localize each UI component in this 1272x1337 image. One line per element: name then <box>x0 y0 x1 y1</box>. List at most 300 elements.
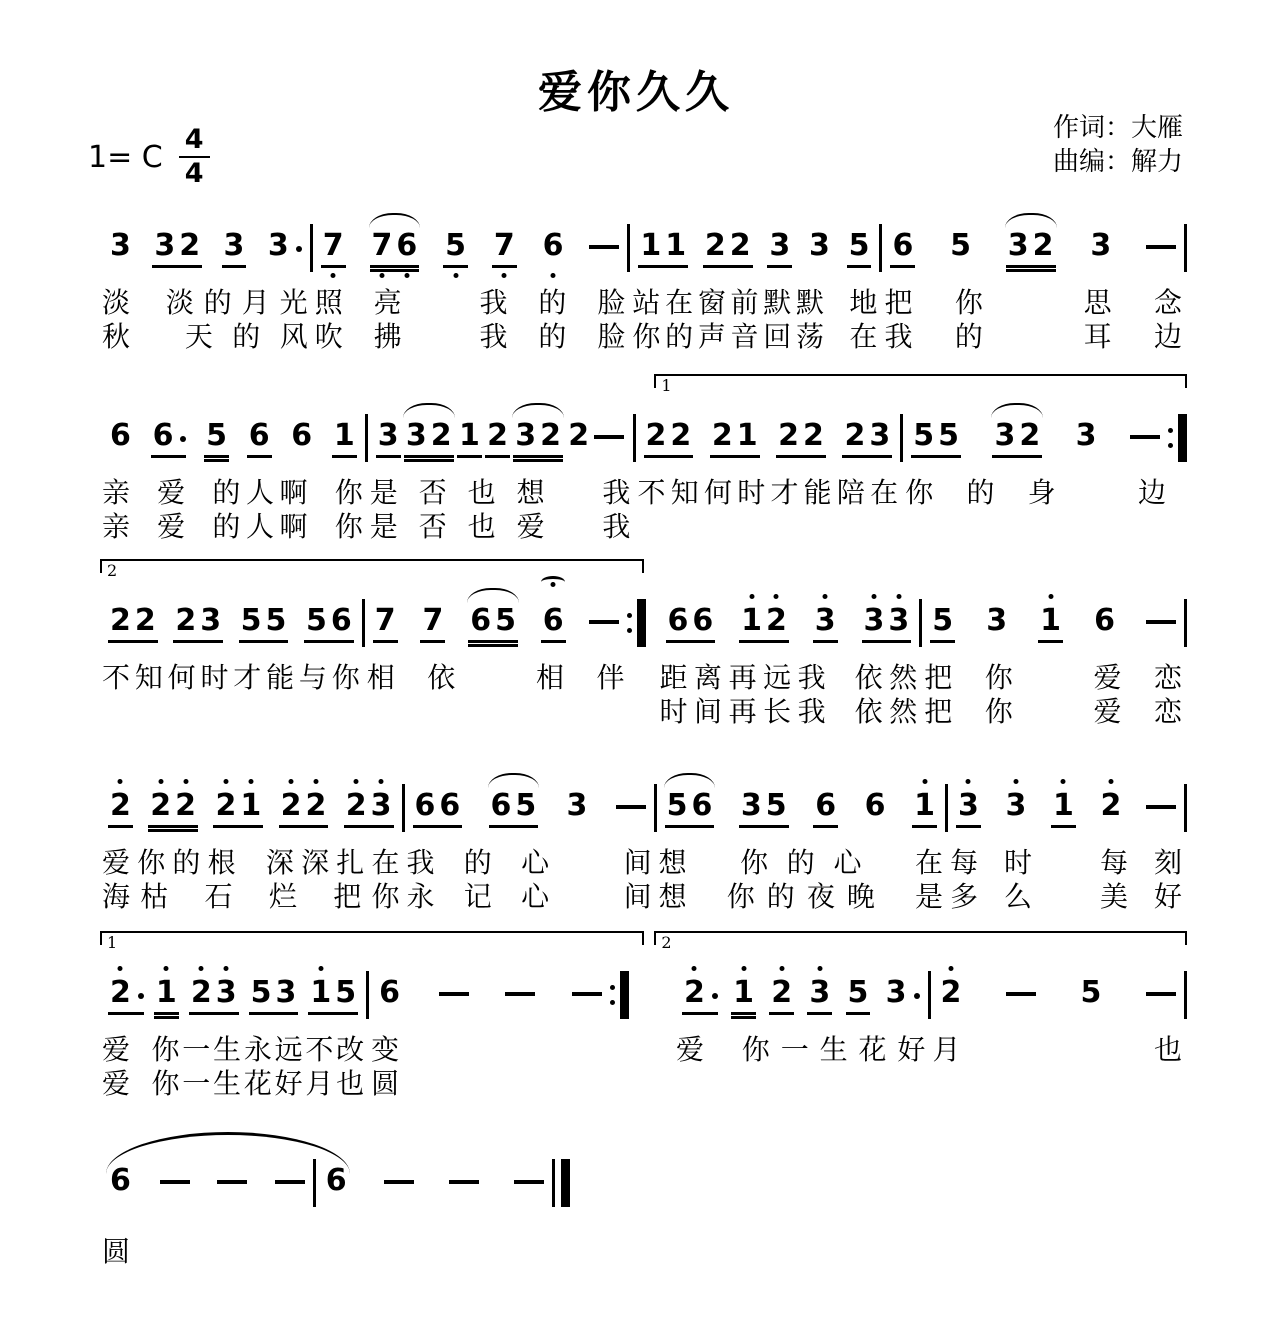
lyric-syllable: 爱 <box>102 1034 131 1065</box>
note: 3 <box>740 788 762 823</box>
lyric-syllable: 的 <box>232 321 261 352</box>
repeat-end-barline <box>610 971 629 1019</box>
barline <box>1184 599 1187 647</box>
lyric-syllable: 不 <box>102 662 131 693</box>
note-group <box>457 418 482 458</box>
note: 2 <box>134 603 156 638</box>
lyric-space <box>1045 661 1061 695</box>
lyric-space <box>191 510 207 544</box>
lyric-row <box>636 476 901 510</box>
lyric-space <box>178 880 194 914</box>
note-unit <box>239 589 289 643</box>
note: 3 <box>377 418 399 453</box>
note: 3 <box>200 603 222 638</box>
lyric-syllable: 在 <box>665 287 694 318</box>
note: 1 <box>1053 788 1074 824</box>
lyric-syllable: 美 <box>1099 881 1128 912</box>
repeat-dot <box>627 628 632 633</box>
note: 2 <box>175 603 197 638</box>
volta-label: 2 <box>661 933 672 952</box>
lyric-space <box>578 846 594 880</box>
note-unit <box>776 404 826 458</box>
note: 1 <box>333 418 355 453</box>
lyric-syllable: 圆 <box>371 1068 400 1099</box>
lyric-syllable: 深 <box>265 847 294 878</box>
measure <box>100 214 310 354</box>
staff-row <box>100 214 1187 354</box>
lyric-syllable: 变 <box>371 1034 400 1065</box>
thin-barline <box>552 1159 555 1207</box>
lyric-syllable: 心 <box>833 847 862 878</box>
note: 1 <box>733 975 754 1011</box>
lyric-syllable: 是 <box>915 881 944 912</box>
note: 5 <box>765 788 787 823</box>
note: 6 <box>543 603 564 639</box>
lyric-syllable: 默 <box>795 287 824 318</box>
dash-note <box>505 992 535 996</box>
lyric-syllable: 每 <box>1099 847 1128 878</box>
lyric-syllable: 与 <box>298 662 327 693</box>
lyric-syllable: 爱 <box>102 1068 131 1099</box>
octave-dot-high <box>118 779 123 784</box>
note: 2 <box>766 603 787 639</box>
note: 6 <box>152 418 174 453</box>
note: 5 <box>335 975 357 1010</box>
note-unit <box>665 774 715 828</box>
lyric-row <box>365 661 627 695</box>
lyric-space <box>133 1067 149 1101</box>
lyric-row <box>630 320 879 354</box>
measure <box>630 214 879 354</box>
octave-dot-high <box>948 966 953 971</box>
lyric-syllable: 你 <box>331 662 360 693</box>
lyric-syllable: 生 <box>819 1034 848 1065</box>
lyric-space <box>1089 476 1105 510</box>
measure-notes <box>368 404 633 476</box>
note: 3 <box>566 788 588 823</box>
note-group <box>1006 228 1056 268</box>
note-group <box>939 975 964 1011</box>
lyric-syllable: 念 <box>1153 287 1182 318</box>
lyric-syllable: 的 <box>212 511 241 542</box>
note-group <box>644 418 694 458</box>
octave-dot-high <box>118 966 123 971</box>
note-group <box>884 975 920 1011</box>
lyric-syllable: 我 <box>406 847 435 878</box>
note-group <box>108 418 133 454</box>
octave-dot-high <box>1048 594 1053 599</box>
lyric-syllable: 花 <box>858 1034 887 1065</box>
lyric-syllable: 你 <box>741 1034 770 1065</box>
lyric-syllable: 花 <box>243 1068 272 1099</box>
note: 3 <box>864 603 885 639</box>
measure <box>368 404 633 544</box>
note-group <box>108 1163 133 1199</box>
note: 1 <box>736 418 758 453</box>
note: 3 <box>994 418 1016 453</box>
measure-notes <box>100 589 362 661</box>
measure-notes <box>100 961 366 1033</box>
lyric-syllable: 间 <box>623 847 652 878</box>
repeat-dot <box>610 1000 615 1005</box>
note-group <box>148 788 198 828</box>
lyric-space <box>887 880 903 914</box>
dash-note <box>1146 805 1176 809</box>
measure-notes <box>369 961 610 1033</box>
volta-bracket <box>100 931 644 952</box>
note-group <box>344 788 394 828</box>
measure-notes <box>405 774 654 846</box>
note-unit <box>1074 404 1099 454</box>
lyric-space <box>149 320 165 354</box>
staff-system <box>100 561 1187 729</box>
octave-dot-high <box>224 966 229 971</box>
lyric-syllable: 的 <box>954 321 983 352</box>
lyric-syllable: 爱 <box>157 477 186 508</box>
note-group <box>108 788 133 828</box>
lyric-syllable: 能 <box>803 477 832 508</box>
note: 6 <box>815 788 837 823</box>
note: 6 <box>1094 603 1115 638</box>
lyric-syllable: 秋 <box>102 321 131 352</box>
note-group <box>370 228 420 268</box>
note-group <box>173 603 223 643</box>
lyric-syllable: 也 <box>1153 1034 1182 1065</box>
lyric-syllable: 时 <box>200 662 229 693</box>
lyric-row <box>405 846 654 880</box>
dash-note <box>1146 992 1176 996</box>
note: 2 <box>684 975 705 1011</box>
lyric-syllable: 月 <box>305 1068 334 1099</box>
note-group <box>485 418 510 458</box>
lyric-syllable: 窗 <box>697 287 726 318</box>
note-unit <box>154 961 179 1015</box>
note-group <box>842 418 892 458</box>
note-unit <box>152 214 202 268</box>
lyric-syllable: 多 <box>950 881 979 912</box>
lyric-syllable: 想 <box>516 477 545 508</box>
note: 2 <box>281 788 302 824</box>
note-unit <box>249 961 299 1015</box>
note-unit <box>884 961 920 1011</box>
note-unit <box>108 774 133 828</box>
lyric-space <box>488 661 504 695</box>
note: 2 <box>430 418 452 453</box>
measure <box>882 214 1184 354</box>
lyric-row <box>368 510 633 544</box>
note-group <box>513 418 563 458</box>
note: 2 <box>771 975 792 1011</box>
lyric-syllable: 好 <box>897 1034 926 1065</box>
lyric-syllable: 边 <box>1153 321 1182 352</box>
lyric-syllable: 一 <box>182 1068 211 1099</box>
note-unit <box>373 589 398 643</box>
note-unit <box>1092 589 1117 639</box>
octave-dot-high <box>313 779 318 784</box>
note: 3 <box>405 418 427 453</box>
note-group <box>682 975 718 1015</box>
note-group <box>739 788 789 828</box>
lyric-syllable: 也 <box>467 477 496 508</box>
dash-note <box>1146 245 1176 249</box>
note: 5 <box>250 975 272 1010</box>
lyric-syllable: 时 <box>737 477 766 508</box>
measure <box>100 961 366 1101</box>
note: 3 <box>809 975 830 1011</box>
lyric-row <box>100 320 310 354</box>
note-group <box>739 603 789 643</box>
dash-note <box>275 1180 305 1184</box>
note-group <box>948 228 973 264</box>
lyric-syllable: 你 <box>905 477 934 508</box>
note: 2 <box>729 228 751 263</box>
measure-notes <box>100 404 365 476</box>
note-group <box>247 418 272 458</box>
note-group <box>1038 603 1063 643</box>
note: 3 <box>515 418 537 453</box>
note: 5 <box>515 788 537 823</box>
lyric-syllable: 依 <box>854 662 883 693</box>
note-unit <box>443 214 468 268</box>
lyric-syllable: 石 <box>204 881 233 912</box>
note-unit <box>566 404 591 454</box>
note: 2 <box>645 418 667 453</box>
note-unit <box>332 404 357 458</box>
note: 2 <box>110 603 131 638</box>
note: 5 <box>305 603 327 638</box>
note-unit <box>807 214 832 264</box>
measure-notes <box>636 404 901 476</box>
lyric-row <box>100 661 362 695</box>
note-unit <box>948 214 973 264</box>
staff-system <box>100 933 1187 1101</box>
note-unit <box>108 961 144 1015</box>
note: 2 <box>803 418 824 453</box>
note-unit <box>413 774 463 828</box>
note-unit <box>847 214 872 268</box>
lyric-space <box>243 880 259 914</box>
lyric-syllable: 脸 <box>597 287 626 318</box>
note-unit <box>420 589 445 643</box>
lyric-syllable: 我 <box>797 696 826 727</box>
note-group <box>189 975 239 1015</box>
note-unit <box>108 589 158 643</box>
note-group <box>413 788 463 828</box>
note: 1 <box>240 788 261 824</box>
octave-dot-high <box>823 594 828 599</box>
note: 6 <box>110 1163 131 1198</box>
note-group <box>911 418 961 458</box>
note-unit <box>222 214 247 268</box>
note-unit <box>321 214 346 268</box>
note: 1 <box>914 788 935 824</box>
note: 2 <box>1100 788 1121 824</box>
lyric-space <box>699 880 715 914</box>
note: 5 <box>913 418 935 453</box>
note-group <box>666 603 716 643</box>
note-unit <box>108 1149 133 1199</box>
note-group <box>1088 228 1113 264</box>
lyric-syllable: 否 <box>418 511 447 542</box>
lyric-syllable: 相 <box>536 662 565 693</box>
lyric-syllable: 我 <box>602 511 631 542</box>
lyric-syllable: 才 <box>233 662 262 693</box>
lyric-syllable: 你 <box>151 1034 180 1065</box>
lyric-row <box>100 510 365 544</box>
time-numerator: 4 <box>184 124 204 155</box>
note-unit <box>377 961 402 1011</box>
lyric-syllable: 不 <box>305 1034 334 1065</box>
measure <box>365 589 627 695</box>
lyric-syllable: 记 <box>463 881 492 912</box>
lyric-syllable: 否 <box>418 477 447 508</box>
note: 2 <box>670 418 692 453</box>
lyric-space <box>578 880 594 914</box>
volta-label: 1 <box>107 933 118 952</box>
note: 6 <box>692 603 714 638</box>
dash-note <box>1146 620 1176 624</box>
note: 3 <box>888 603 909 639</box>
lyric-syllable: 你 <box>151 1068 180 1099</box>
note: 7 <box>422 603 444 638</box>
note-unit <box>682 961 718 1015</box>
measure <box>922 589 1184 729</box>
lyric-syllable: 间 <box>694 696 723 727</box>
lyric-syllable: 也 <box>467 511 496 542</box>
note-unit <box>767 214 792 268</box>
note-group <box>376 418 401 458</box>
octave-dot-low <box>331 273 336 278</box>
note-unit <box>1006 214 1056 268</box>
octave-dot-high <box>318 966 323 971</box>
octave-dot-high <box>223 779 228 784</box>
note-group <box>1079 975 1104 1011</box>
lyric-syllable: 你 <box>740 847 769 878</box>
lyric-syllable: 烂 <box>268 881 297 912</box>
measure-notes <box>948 774 1184 846</box>
lyric-syllable: 一 <box>182 1034 211 1065</box>
lyric-syllable: 前 <box>730 287 759 318</box>
lyric-syllable: 在 <box>371 847 400 878</box>
note-unit <box>247 404 272 458</box>
staff-system <box>100 1149 570 1269</box>
octave-dot-high <box>896 594 901 599</box>
thick-barline <box>620 971 629 1019</box>
note: 1 <box>458 418 480 453</box>
note: 5 <box>206 418 227 453</box>
staff-system <box>100 214 1187 354</box>
lyric-syllable: 你 <box>334 477 363 508</box>
dash-note <box>439 992 469 996</box>
octave-dot-high <box>183 779 188 784</box>
note-unit <box>1051 774 1076 828</box>
lyric-row <box>100 286 310 320</box>
note-group <box>847 228 872 268</box>
lyric-row <box>948 880 1184 914</box>
staff-row <box>100 774 1187 914</box>
note-group <box>404 418 454 458</box>
note-unit <box>939 961 964 1011</box>
note: 3 <box>769 228 791 263</box>
lyric-syllable: 长 <box>763 696 792 727</box>
lyric-syllable: 我 <box>479 287 508 318</box>
barline <box>1184 784 1187 832</box>
note-group <box>984 603 1009 639</box>
lyric-row <box>100 846 402 880</box>
note-unit <box>890 214 915 268</box>
note-group <box>304 603 354 643</box>
measure-notes <box>316 1149 552 1221</box>
lyric-syllable: 心 <box>521 847 550 878</box>
note: 5 <box>950 228 971 263</box>
note-group <box>108 975 144 1015</box>
note-unit <box>376 404 401 458</box>
note-group <box>222 228 247 268</box>
lyric-syllable: 耳 <box>1083 321 1112 352</box>
note-unit <box>213 774 263 828</box>
note-unit <box>992 404 1042 458</box>
note: 5 <box>240 603 262 638</box>
octave-dot-high <box>692 966 697 971</box>
lyric-syllable: 生 <box>213 1034 242 1065</box>
lyric-row <box>369 1067 610 1101</box>
note-group <box>813 788 838 828</box>
measure <box>903 404 1168 510</box>
volta-bracket <box>654 931 1187 952</box>
lyric-space <box>243 846 259 880</box>
note: 2 <box>110 975 131 1011</box>
note-group <box>992 418 1042 458</box>
note-group <box>289 418 314 454</box>
note: 3 <box>154 228 176 263</box>
octave-dot-low <box>502 273 507 278</box>
note: 6 <box>379 975 401 1010</box>
note-group <box>890 228 915 268</box>
lyric-space <box>140 286 156 320</box>
note: 3 <box>958 788 979 824</box>
note-unit <box>984 589 1009 639</box>
lyric-space <box>133 1033 149 1067</box>
note-unit <box>565 774 590 824</box>
note: 3 <box>808 228 830 263</box>
lyric-row <box>922 661 1184 695</box>
barline <box>1184 224 1187 272</box>
lyric-syllable: 淡 <box>102 287 131 318</box>
dash-note <box>1006 992 1036 996</box>
note: 6 <box>490 788 512 823</box>
time-signature <box>179 126 210 189</box>
note-unit <box>457 404 482 458</box>
note: 5 <box>938 418 959 453</box>
measure <box>674 961 928 1067</box>
lyric-syllable: 你 <box>726 881 755 912</box>
octave-dot-high <box>966 779 971 784</box>
lyric-space <box>433 286 449 320</box>
note: 7 <box>494 228 515 264</box>
octave-dot-low <box>551 273 556 278</box>
note: 3 <box>1075 418 1097 453</box>
lyric-syllable: 知 <box>134 662 163 693</box>
augmentation-dot <box>712 993 718 999</box>
lyric-space <box>832 661 848 695</box>
volta-bracket <box>654 374 1187 395</box>
note-unit <box>404 404 454 458</box>
note: 2 <box>110 788 131 824</box>
lyric-syllable: 爱 <box>1093 662 1122 693</box>
measure-notes <box>922 589 1184 661</box>
note-group <box>151 418 187 458</box>
staff-row <box>100 961 1187 1101</box>
